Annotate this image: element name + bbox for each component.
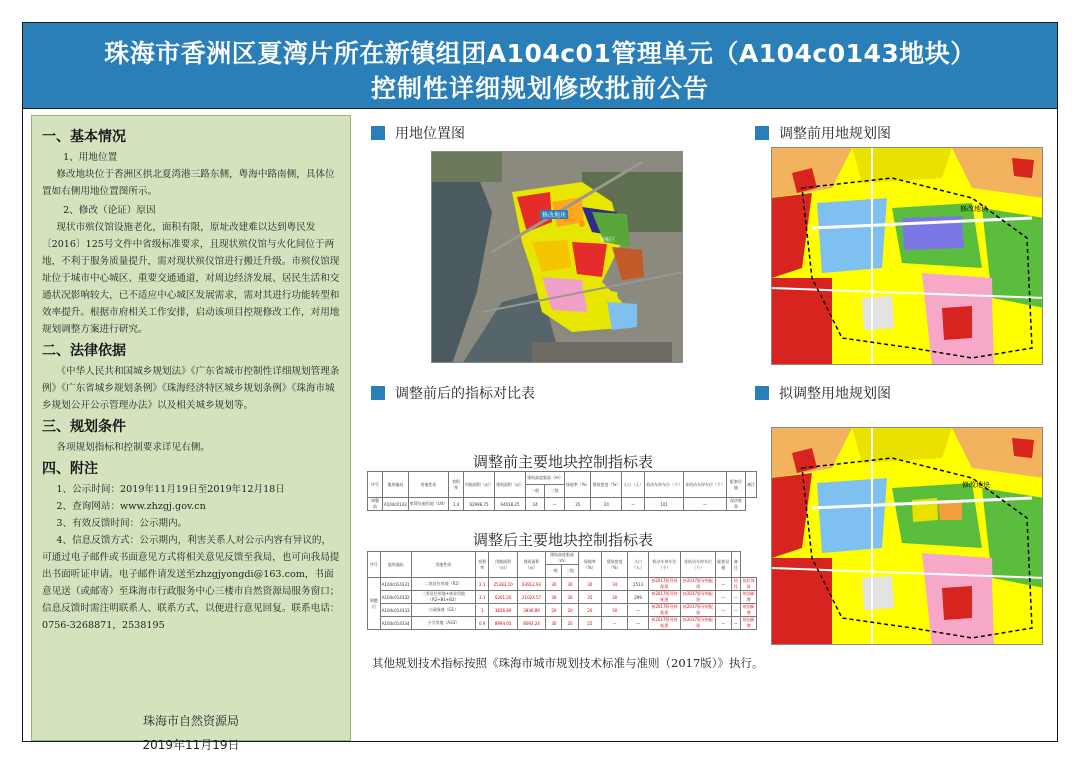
table-cell: 62998.75 bbox=[464, 498, 495, 511]
table-cell: 21024.57 bbox=[517, 591, 545, 604]
note-feedback-method: 4、信息反馈方式：公示期内，利害关系人对公示内容有异议的，可通过电子邮件或书面意见方式将相关意见反馈至我局，也可向我局提出书面听证申请。电子邮件请发送至zhzgjyongdi@163.com，书面意见送（或邮寄）至珠海市行政服务中心三楼市自然资源局服务窗口；信息反馈时需注明联系人、联系方式，以便进行意见回复。联系电话：0756-3268871，2538195 bbox=[42, 535, 340, 631]
location-text: 修改地块位于香洲区拱北夏湾港三路东侧，粤海中路南侧，具体位置如右侧用地位置图所示。 bbox=[42, 169, 335, 197]
location-label-area: 保税区 bbox=[600, 237, 616, 243]
note-website: 2、查询网站：www.zhzgj.gov.cn bbox=[56, 501, 206, 512]
after-map-heading: 拟调整用地规划图 bbox=[755, 383, 891, 403]
table-cell: 殡葬设施用地（U4） bbox=[408, 498, 448, 511]
table-cell: 公园绿地（G1） bbox=[411, 604, 476, 617]
table-header-cell: 用地性质 bbox=[408, 472, 448, 498]
table-header-cell: 序号 bbox=[368, 472, 383, 498]
table-cell: — bbox=[684, 498, 727, 511]
table-cell: 按2017版导则配建 bbox=[681, 617, 716, 630]
table-cell: 0.9 bbox=[476, 617, 489, 630]
conditions-text: 各项规划指标和控制要求详见右侧。 bbox=[56, 442, 210, 453]
table-row bbox=[368, 591, 757, 604]
table-cell: 101 bbox=[645, 498, 684, 511]
table-header-cell: 地块编码 bbox=[380, 552, 411, 578]
section-conditions-heading: 三、规划条件 bbox=[42, 419, 126, 435]
before-map-heading: 调整前用地规划图 bbox=[755, 123, 891, 143]
table-cell: 按2017版导则配建 bbox=[648, 578, 680, 591]
table-header-cell: 人口（人） bbox=[628, 552, 649, 578]
table-header-cell: 备注 bbox=[731, 552, 741, 578]
table-cell: 35 bbox=[564, 498, 591, 511]
compare-table-heading: 调整前后的指标对比表 bbox=[371, 383, 535, 403]
table-subheader-cell: 二级 bbox=[545, 485, 564, 498]
before-indicator-table bbox=[367, 471, 757, 511]
table-cell: — bbox=[731, 617, 741, 630]
table-cell: 调整前 bbox=[368, 498, 383, 511]
table-subheader-cell: 一般 bbox=[546, 565, 562, 578]
table-cell: — bbox=[731, 591, 741, 604]
table-row bbox=[368, 498, 757, 511]
table-cell: 299 bbox=[628, 591, 649, 604]
table-header-cell: 非机动车停车位（个） bbox=[681, 552, 716, 578]
title-banner bbox=[23, 23, 1057, 109]
table-header-cell: 绿地率（%） bbox=[578, 552, 601, 578]
table-header-cell: 用地面积（㎡） bbox=[464, 472, 495, 498]
table-cell: 8994.05 bbox=[489, 617, 517, 630]
table-cell: A104c0143 bbox=[382, 498, 408, 511]
table-cell: 二类居住用地+商业用地（R2+B1+B2） bbox=[411, 591, 476, 604]
table-header-cell: 备注 bbox=[745, 472, 756, 498]
before-plan-map bbox=[771, 147, 1043, 365]
table-header-cell: 配套设施 bbox=[715, 552, 731, 578]
table-cell: 30 bbox=[546, 591, 562, 604]
table-cell: 35 bbox=[578, 591, 601, 604]
table-cell: 6201.20 bbox=[489, 591, 517, 604]
table-header-cell: 用地面积（㎡） bbox=[489, 552, 517, 578]
before-landuse-drawing bbox=[772, 148, 1043, 365]
table-cell: 63912.93 bbox=[517, 578, 545, 591]
table-cell: 按2017版导则配建 bbox=[648, 617, 680, 630]
table-cell: 2513 bbox=[628, 578, 649, 591]
table-cell: 现状殡葬 bbox=[726, 498, 745, 511]
table-cell: 按2017版导则配建 bbox=[681, 578, 716, 591]
table-header-cell: 建筑密度（%） bbox=[602, 552, 628, 578]
table-cell: — bbox=[628, 604, 649, 617]
table-header-cell: 容积率 bbox=[476, 552, 489, 578]
square-bullet-icon bbox=[371, 386, 385, 400]
issue-date: 2019年11月19日 bbox=[142, 738, 240, 752]
table-cell: 20 bbox=[546, 604, 562, 617]
reason-text: 现状市殡仪馆设施老化，面积有限，原址改建难以达到粤民发〔2016〕125号文件中省级标准要求，且现状殡仪馆与火化间位于两地，不利于服务质量提升，需对现状殡仪馆进行搬迁升级。市殡仪馆现址位于城市中心城区、重要交通通道，对周边经济发展、居民生活和交通状况影响较大，已不适应中心城区发展需求，需对其进行功能转型和效率提升。根据市府相关工作安排，启动该项目控规修改工作，对用地规划调整方案进行研究。 bbox=[42, 222, 340, 335]
table-header-cell: 人口（人） bbox=[622, 472, 645, 498]
table-header-cell: 建筑密度（%） bbox=[591, 472, 622, 498]
table-cell: 25383.10 bbox=[489, 578, 517, 591]
table-row bbox=[368, 604, 757, 617]
note-period: 1、公示时间：2019年11月19日至2019年12月18日 bbox=[56, 484, 285, 495]
table-header-cell: 机动车停车位（个） bbox=[645, 472, 684, 498]
table-cell: A104c014331 bbox=[380, 578, 411, 591]
info-panel bbox=[31, 115, 351, 752]
table-cell: 2.1 bbox=[476, 578, 489, 591]
table-cell: 24 bbox=[591, 498, 622, 511]
table-cell: 30 bbox=[562, 591, 578, 604]
table-cell: 小学用地（A33） bbox=[411, 617, 476, 630]
table-cell: — bbox=[545, 498, 564, 511]
location-label-site: 修改地块 bbox=[542, 212, 567, 219]
section-notes-heading: 四、附注 bbox=[42, 461, 98, 477]
table-header-cell: 容积率 bbox=[449, 472, 464, 498]
table-header-cell: 建筑高度限高（m） bbox=[546, 552, 578, 565]
table-cell: 20 bbox=[578, 604, 601, 617]
table-cell: 按2017版导则配建 bbox=[648, 604, 680, 617]
table-cell: — bbox=[628, 617, 649, 630]
table-cell: 1.4 bbox=[449, 498, 464, 511]
table-cell: — bbox=[715, 591, 731, 604]
table-cell: 现状保留 bbox=[742, 578, 755, 589]
table-cell: A104c014332 bbox=[380, 591, 411, 604]
table-cell: A104c014334 bbox=[380, 617, 411, 630]
table-cell: 按2017版导则配建 bbox=[648, 591, 680, 604]
before-map-site-label: 修改地块 bbox=[960, 205, 988, 213]
location-map-heading: 用地位置图 bbox=[371, 123, 465, 143]
table-header-cell: 绿地率（%） bbox=[564, 472, 591, 498]
table-group-cell: 调整后 bbox=[368, 578, 381, 630]
table-cell: 30 bbox=[578, 578, 601, 591]
issuing-org: 珠海市自然资源局 bbox=[142, 714, 239, 728]
square-bullet-icon bbox=[755, 126, 769, 140]
table-cell: 20 bbox=[562, 617, 578, 630]
notice-board bbox=[22, 22, 1058, 752]
table-header-cell: 序号 bbox=[368, 552, 381, 578]
table-cell: 3836.89 bbox=[489, 604, 517, 617]
table-cell: 3836.89 bbox=[517, 604, 545, 617]
table-cell: — bbox=[731, 604, 741, 617]
table-header-row bbox=[368, 552, 757, 565]
table-cell: 24 bbox=[525, 498, 544, 511]
after-indicator-table bbox=[367, 551, 757, 630]
table-header-cell: 配套设施 bbox=[726, 472, 745, 498]
title-line-1: 珠海市香洲区夏湾片所在新镇组团A104c01管理单元（A104c0143地块） bbox=[104, 39, 976, 68]
location-subheading: 1、用地位置 bbox=[63, 152, 118, 163]
square-bullet-icon bbox=[755, 386, 769, 400]
table-cell: 30 bbox=[602, 591, 628, 604]
table-cell: 1 bbox=[476, 604, 489, 617]
technical-standard-note: 其他规划技术指标按照《珠海市城市规划技术标准与准则（2017版）》执行。 bbox=[372, 656, 764, 670]
table-cell: 30 bbox=[546, 578, 562, 591]
table-cell: 94038.25 bbox=[495, 498, 526, 511]
table-subheader-cell: 一般 bbox=[525, 485, 544, 498]
table-cell: — bbox=[715, 617, 731, 630]
table-header-cell: 非机动车停车位（个） bbox=[684, 472, 727, 498]
table-header-row bbox=[368, 472, 757, 485]
table-cell: 30 bbox=[546, 617, 562, 630]
after-plan-map bbox=[771, 427, 1043, 645]
table-header-cell: 地块编码 bbox=[382, 472, 408, 498]
table-cell: 规划新增 bbox=[742, 617, 755, 628]
table-header-cell: 用地性质 bbox=[411, 552, 476, 578]
table-cell: 30 bbox=[562, 578, 578, 591]
table-header-cell: 建筑高度限高（m） bbox=[525, 472, 564, 485]
table-cell: 按2017版导则配建 bbox=[681, 591, 716, 604]
table-cell: 二类居住用地（R2） bbox=[411, 578, 476, 591]
table-row bbox=[368, 578, 757, 591]
table-cell: 20 bbox=[562, 604, 578, 617]
location-map-image bbox=[431, 151, 683, 363]
aerial-photo bbox=[432, 152, 683, 363]
table-cell: — bbox=[602, 617, 628, 630]
reason-subheading: 2、修改（论证）原因 bbox=[63, 205, 156, 216]
after-map-site-label: 修改地块 bbox=[962, 481, 990, 489]
table-cell: 按2017版导则配建 bbox=[681, 604, 716, 617]
table-cell: — bbox=[715, 604, 731, 617]
before-table-title: 调整前主要地块控制指标表 bbox=[472, 453, 653, 471]
table-header-cell: 建筑面积（㎡） bbox=[495, 472, 526, 498]
table-cell: 8092.24 bbox=[517, 617, 545, 630]
table-subheader-cell: 二级 bbox=[562, 565, 578, 578]
after-landuse-drawing bbox=[772, 428, 1043, 645]
table-cell: 规划新增 bbox=[742, 591, 755, 602]
table-cell: A104c014333 bbox=[380, 604, 411, 617]
section-basic-info-heading: 一、基本情况 bbox=[42, 129, 126, 145]
title-line-2: 控制性详细规划修改批前公告 bbox=[370, 74, 709, 103]
table-row bbox=[368, 617, 757, 630]
note-feedback-time: 3、有效反馈时间：公示期内。 bbox=[56, 518, 188, 529]
table-cell: 34 bbox=[602, 578, 628, 591]
square-bullet-icon bbox=[371, 126, 385, 140]
table-cell: 25 bbox=[578, 617, 601, 630]
table-cell: 幼托 bbox=[731, 578, 741, 591]
table-cell: 3.1 bbox=[476, 591, 489, 604]
table-cell: — bbox=[622, 498, 645, 511]
after-table-title: 调整后主要地块控制指标表 bbox=[472, 531, 653, 549]
table-header-cell: 机动车停车位（个） bbox=[648, 552, 680, 578]
table-header-cell: 建筑面积（㎡） bbox=[517, 552, 545, 578]
section-legal-heading: 二、法律依据 bbox=[42, 343, 126, 359]
legal-text: 《中华人民共和国城乡规划法》《广东省城市控制性详细规划管理条例》《广东省城乡规划条例》《珠海经济特区城乡规划条例》《珠海市城乡规划公开公示管理办法》以及相关城乡规划等。 bbox=[42, 366, 340, 411]
table-cell: 规划新增 bbox=[742, 604, 755, 615]
table-cell: 30 bbox=[602, 604, 628, 617]
table-cell: — bbox=[715, 578, 731, 591]
